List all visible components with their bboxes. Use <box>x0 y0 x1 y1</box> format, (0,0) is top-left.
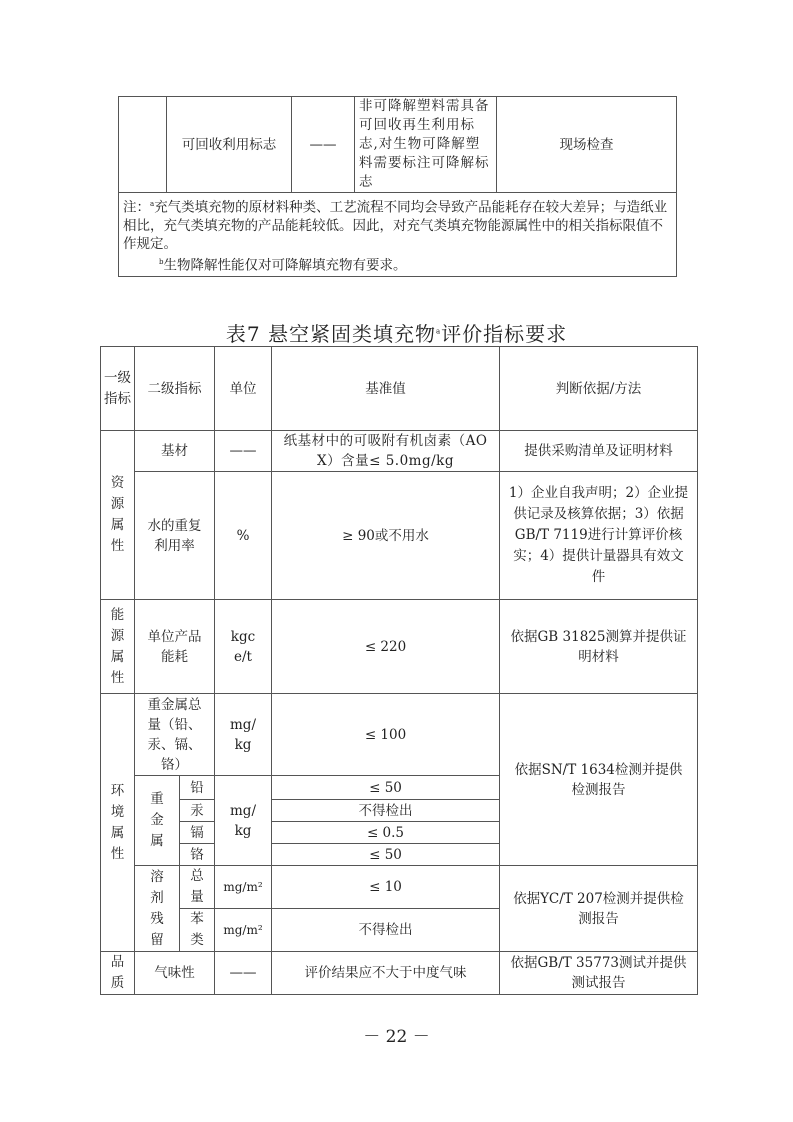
quality-method: 依据GB/T 35773测试并提供测试报告 <box>500 952 698 995</box>
prev-method: 现场检查 <box>497 97 677 193</box>
quality-label: 品质 <box>101 952 135 995</box>
cadmium-benchmark: ≤ 0.5 <box>272 822 500 844</box>
energy-benchmark: ≤ 220 <box>272 600 500 694</box>
table7-title: 表7 悬空紧固类填充物$^a$评价指标要求 <box>225 322 568 346</box>
header-level1: 一级指标 <box>101 347 135 431</box>
prev-benchmark: 非可降解塑料需具备可回收再生利用标志,对生物可降解塑料需要标注可降解标志 <box>355 97 497 193</box>
note-prefix: 注： <box>123 199 150 216</box>
heavy-total-name: 重金属总量（铅、汞、镉、铬） <box>135 694 215 776</box>
heavy-total-unit: mg/kg <box>215 694 272 776</box>
quality-unit: —— <box>215 952 272 995</box>
solvent-method: 依据YC/T 207检测并提供检测报告 <box>500 866 698 952</box>
lead-name: 铅 <box>180 776 215 800</box>
page-number: － 22 － <box>363 1027 430 1047</box>
benzene-benchmark: 不得检出 <box>272 909 500 952</box>
benzene-name: 苯类 <box>180 909 215 952</box>
resource-label: 资源属性 <box>101 431 135 600</box>
solvent-total-name: 总量 <box>180 866 215 909</box>
chromium-name: 铬 <box>180 844 215 866</box>
energy-unit: kgce/t <box>215 600 272 694</box>
water-reuse-method: 1）企业自我声明；2）企业提供记录及核算依据；3）依据GB/T 7119进行计算评价核实；4）提供计量器具有效文件 <box>500 472 698 600</box>
note-b: 生物降解性能仅对可降解填充物有要求。 <box>163 257 407 273</box>
header-level2: 二级指标 <box>135 347 215 431</box>
base-material-benchmark: 纸基材中的可吸附有机卤素（AOX）含量≤ 5.0mg/kg <box>272 431 500 472</box>
chromium-benchmark: ≤ 50 <box>272 844 500 866</box>
prev-note <box>119 193 677 277</box>
solvent-group-label: 溶剂残留 <box>135 866 180 952</box>
energy-name: 单位产品能耗 <box>135 600 215 694</box>
heavy-group-label: 重金属 <box>135 776 180 866</box>
lead-benchmark: ≤ 50 <box>272 776 500 800</box>
base-material-name: 基材 <box>135 431 215 472</box>
base-material-unit: —— <box>215 431 272 472</box>
environment-label: 环境属性 <box>101 694 135 952</box>
note-a-mark: a <box>150 200 155 208</box>
benzene-unit: mg/m² <box>215 909 272 952</box>
header-unit: 单位 <box>215 347 272 431</box>
prev-level1-cell <box>119 97 167 193</box>
title-mark: a <box>435 327 442 336</box>
heavy-total-benchmark: ≤ 100 <box>272 694 500 776</box>
quality-benchmark: 评价结果应不大于中度气味 <box>272 952 500 995</box>
heavy-unit: mg/kg <box>215 776 272 866</box>
prev-unit: —— <box>292 97 355 193</box>
prev-indicator: 可回收利用标志 <box>167 97 292 193</box>
water-reuse-name: 水的重复利用率 <box>135 472 215 600</box>
mercury-benchmark: 不得检出 <box>272 800 500 822</box>
header-method: 判断依据/方法 <box>500 347 698 431</box>
solvent-total-benchmark: ≤ 10 <box>272 866 500 909</box>
water-reuse-benchmark: ≥ 90或不用水 <box>272 472 500 600</box>
cadmium-name: 镉 <box>180 822 215 844</box>
water-reuse-unit: % <box>215 472 272 600</box>
mercury-name: 汞 <box>180 800 215 822</box>
previous-table <box>118 96 677 277</box>
energy-label: 能源属性 <box>101 600 135 694</box>
base-material-method: 提供采购清单及证明材料 <box>500 431 698 472</box>
note-a: 充气类填充物的原材料种类、工艺流程不同均会导致产品能耗存在较大差异；与造纸业相比，充气类填充物的产品能耗较低。因此，对充气类填充物能源属性中的相关指标限值不作规定。 <box>123 199 668 252</box>
note-b-mark: b <box>159 257 164 266</box>
quality-name: 气味性 <box>135 952 215 995</box>
header-benchmark: 基准值 <box>272 347 500 431</box>
table7 <box>100 346 698 995</box>
heavy-method: 依据SN/T 1634检测并提供检测报告 <box>500 694 698 866</box>
energy-method: 依据GB 31825测算并提供证明材料 <box>500 600 698 694</box>
solvent-total-unit: mg/m² <box>215 866 272 909</box>
